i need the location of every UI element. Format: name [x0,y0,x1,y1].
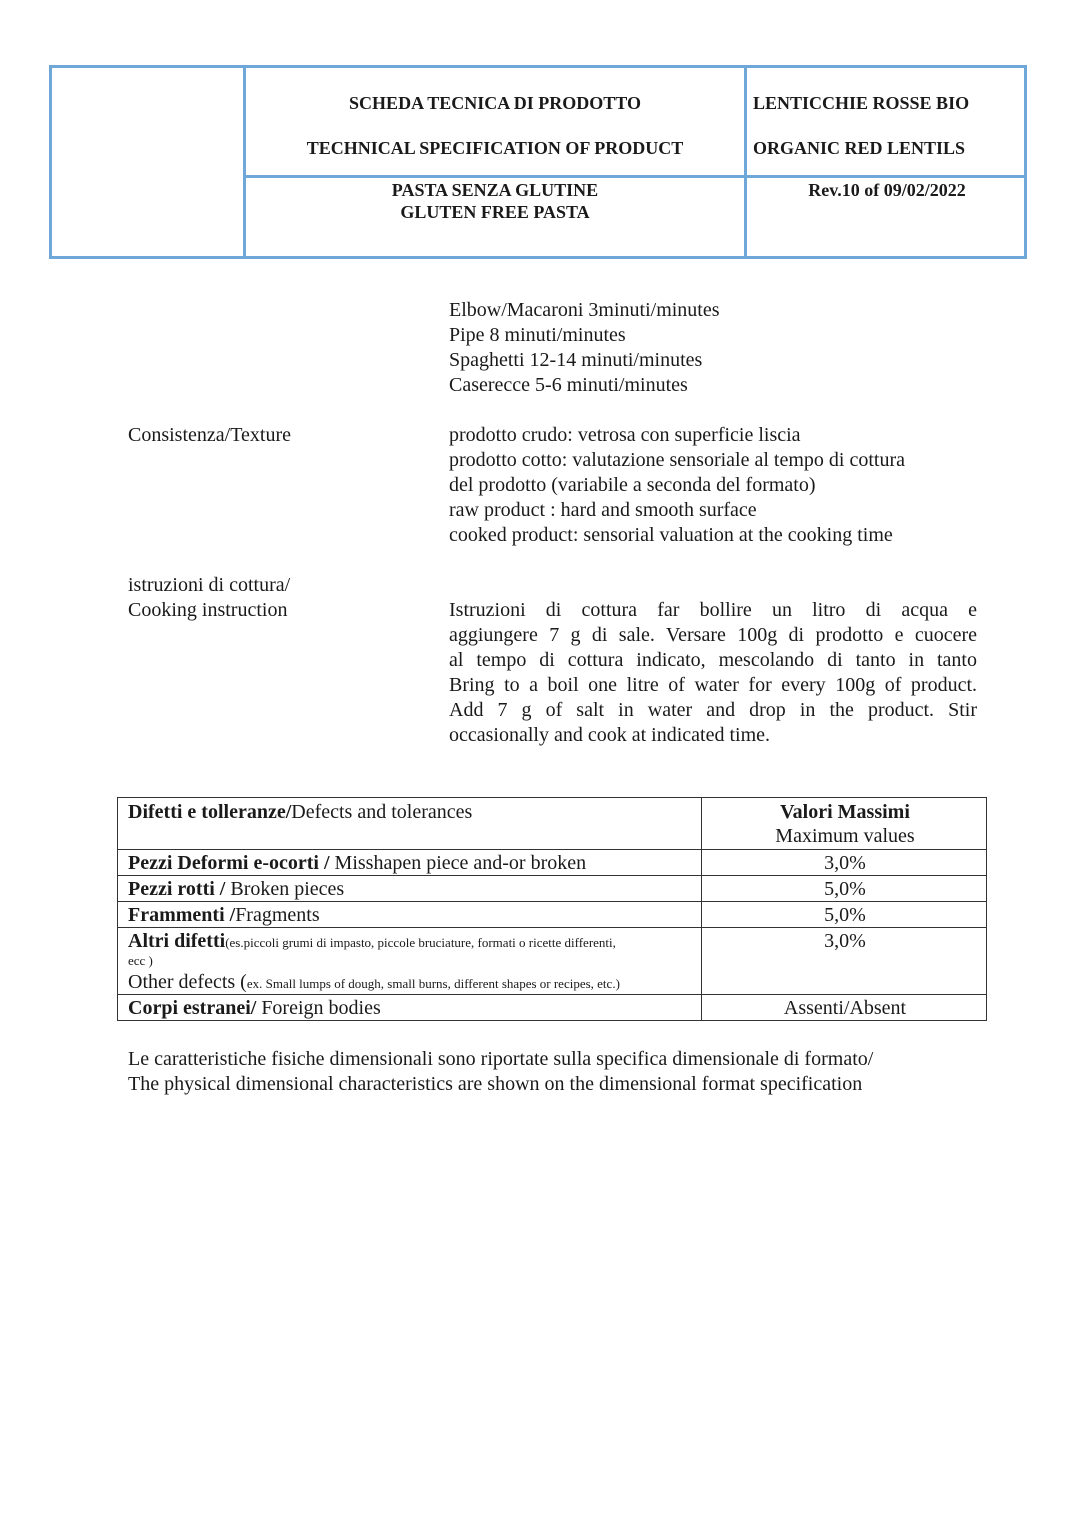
header-divider [744,68,747,256]
header-divider [246,175,1024,178]
table-divider [118,875,986,876]
table-row-other-en: Other defects (ex. Small lumps of dough, small burns, different shapes or recipes, etc.) [128,971,620,993]
cooking-label-line: istruzioni di cottura/ [128,574,291,596]
note-line: Le caratteristiche fisiche dimensionali sono riportate sulla specifica dimensionale di formato/ [128,1048,874,1070]
cooking-line: Add 7 g of salt in water and drop in the product. Stir [449,699,977,721]
table-divider [118,901,986,902]
table-row: Frammenti /Fragments [128,904,320,926]
cooking-label [128,573,290,623]
table-cell-value: Assenti/Absent [783,997,907,1019]
cooking-line: aggiungere 7 g di sale. Versare 100g di prodotto e cuocere [449,624,977,646]
note-line: The physical dimensional characteristics are shown on the dimensional format specification [128,1073,863,1095]
texture-line: prodotto cotto: valutazione sensoriale al tempo di cottura [449,449,905,471]
cooking-label-line: Cooking instruction [128,599,288,621]
title-it: SCHEDA TECNICA DI PRODOTTO [349,93,641,113]
texture-line: raw product : hard and smooth surface [449,499,757,521]
table-divider [118,849,986,850]
cooking-time-item: Caserecce 5-6 minuti/minutes [449,374,688,396]
table-row: Pezzi rotti / Broken pieces [128,878,345,900]
texture-line: del prodotto (variabile a seconda del formato) [449,474,816,496]
product-name-en: ORGANIC RED LENTILS [753,138,966,158]
table-row-other: Altri difetti(es.piccoli grumi di impasto, piccole bruciature, formati o ricette differenti, [128,930,616,952]
cooking-line: Istruzioni di cottura far bollire un litro di acqua e [449,599,977,621]
product-name-it: LENTICCHIE ROSSE BIO [753,93,970,113]
category-it: PASTA SENZA GLUTINE [391,180,599,200]
cooking-line: al tempo di cottura indicato, mescolando di tanto in tanto [449,649,977,671]
table-cell-value: 3,0% [824,930,866,952]
texture-description [449,423,905,548]
table-cell-value: 5,0% [824,878,866,900]
cooking-time-item: Spaghetti 12-14 minuti/minutes [449,349,703,371]
cooking-line: Bring to a boil one litre of water for every 100g of product. [449,674,977,696]
texture-line: cooked product: sensorial valuation at the cooking time [449,524,893,546]
table-header-values: Valori Massimi Maximum values [775,801,915,847]
cooking-line: occasionally and cook at indicated time. [449,724,770,746]
cooking-time-item: Elbow/Macaroni 3minuti/minutes [449,299,720,321]
defects-table [117,797,987,1021]
table-cell-value: 3,0% [824,852,866,874]
category-en: GLUTEN FREE PASTA [400,202,590,222]
table-row: Pezzi Deformi e-ocorti / Misshapen piece and-or broken [128,852,587,874]
texture-label: Consistenza/Texture [128,424,291,446]
cooking-times [449,298,720,398]
header-table [49,65,1027,259]
title-en: TECHNICAL SPECIFICATION OF PRODUCT [306,138,684,158]
cooking-instructions [449,598,977,748]
table-header-defects: Difetti e tolleranze/Defects and tolerances [128,801,473,823]
revision: Rev.10 of 09/02/2022 [808,180,966,200]
texture-line: prodotto crudo: vetrosa con superficie liscia [449,424,801,446]
table-row: Corpi estranei/ Foreign bodies [128,997,381,1019]
table-row-other-cont: ecc ) [128,953,153,968]
table-cell-value: 5,0% [824,904,866,926]
dimensional-note [128,1047,873,1097]
table-divider [118,927,986,928]
cooking-time-item: Pipe 8 minuti/minutes [449,324,626,346]
